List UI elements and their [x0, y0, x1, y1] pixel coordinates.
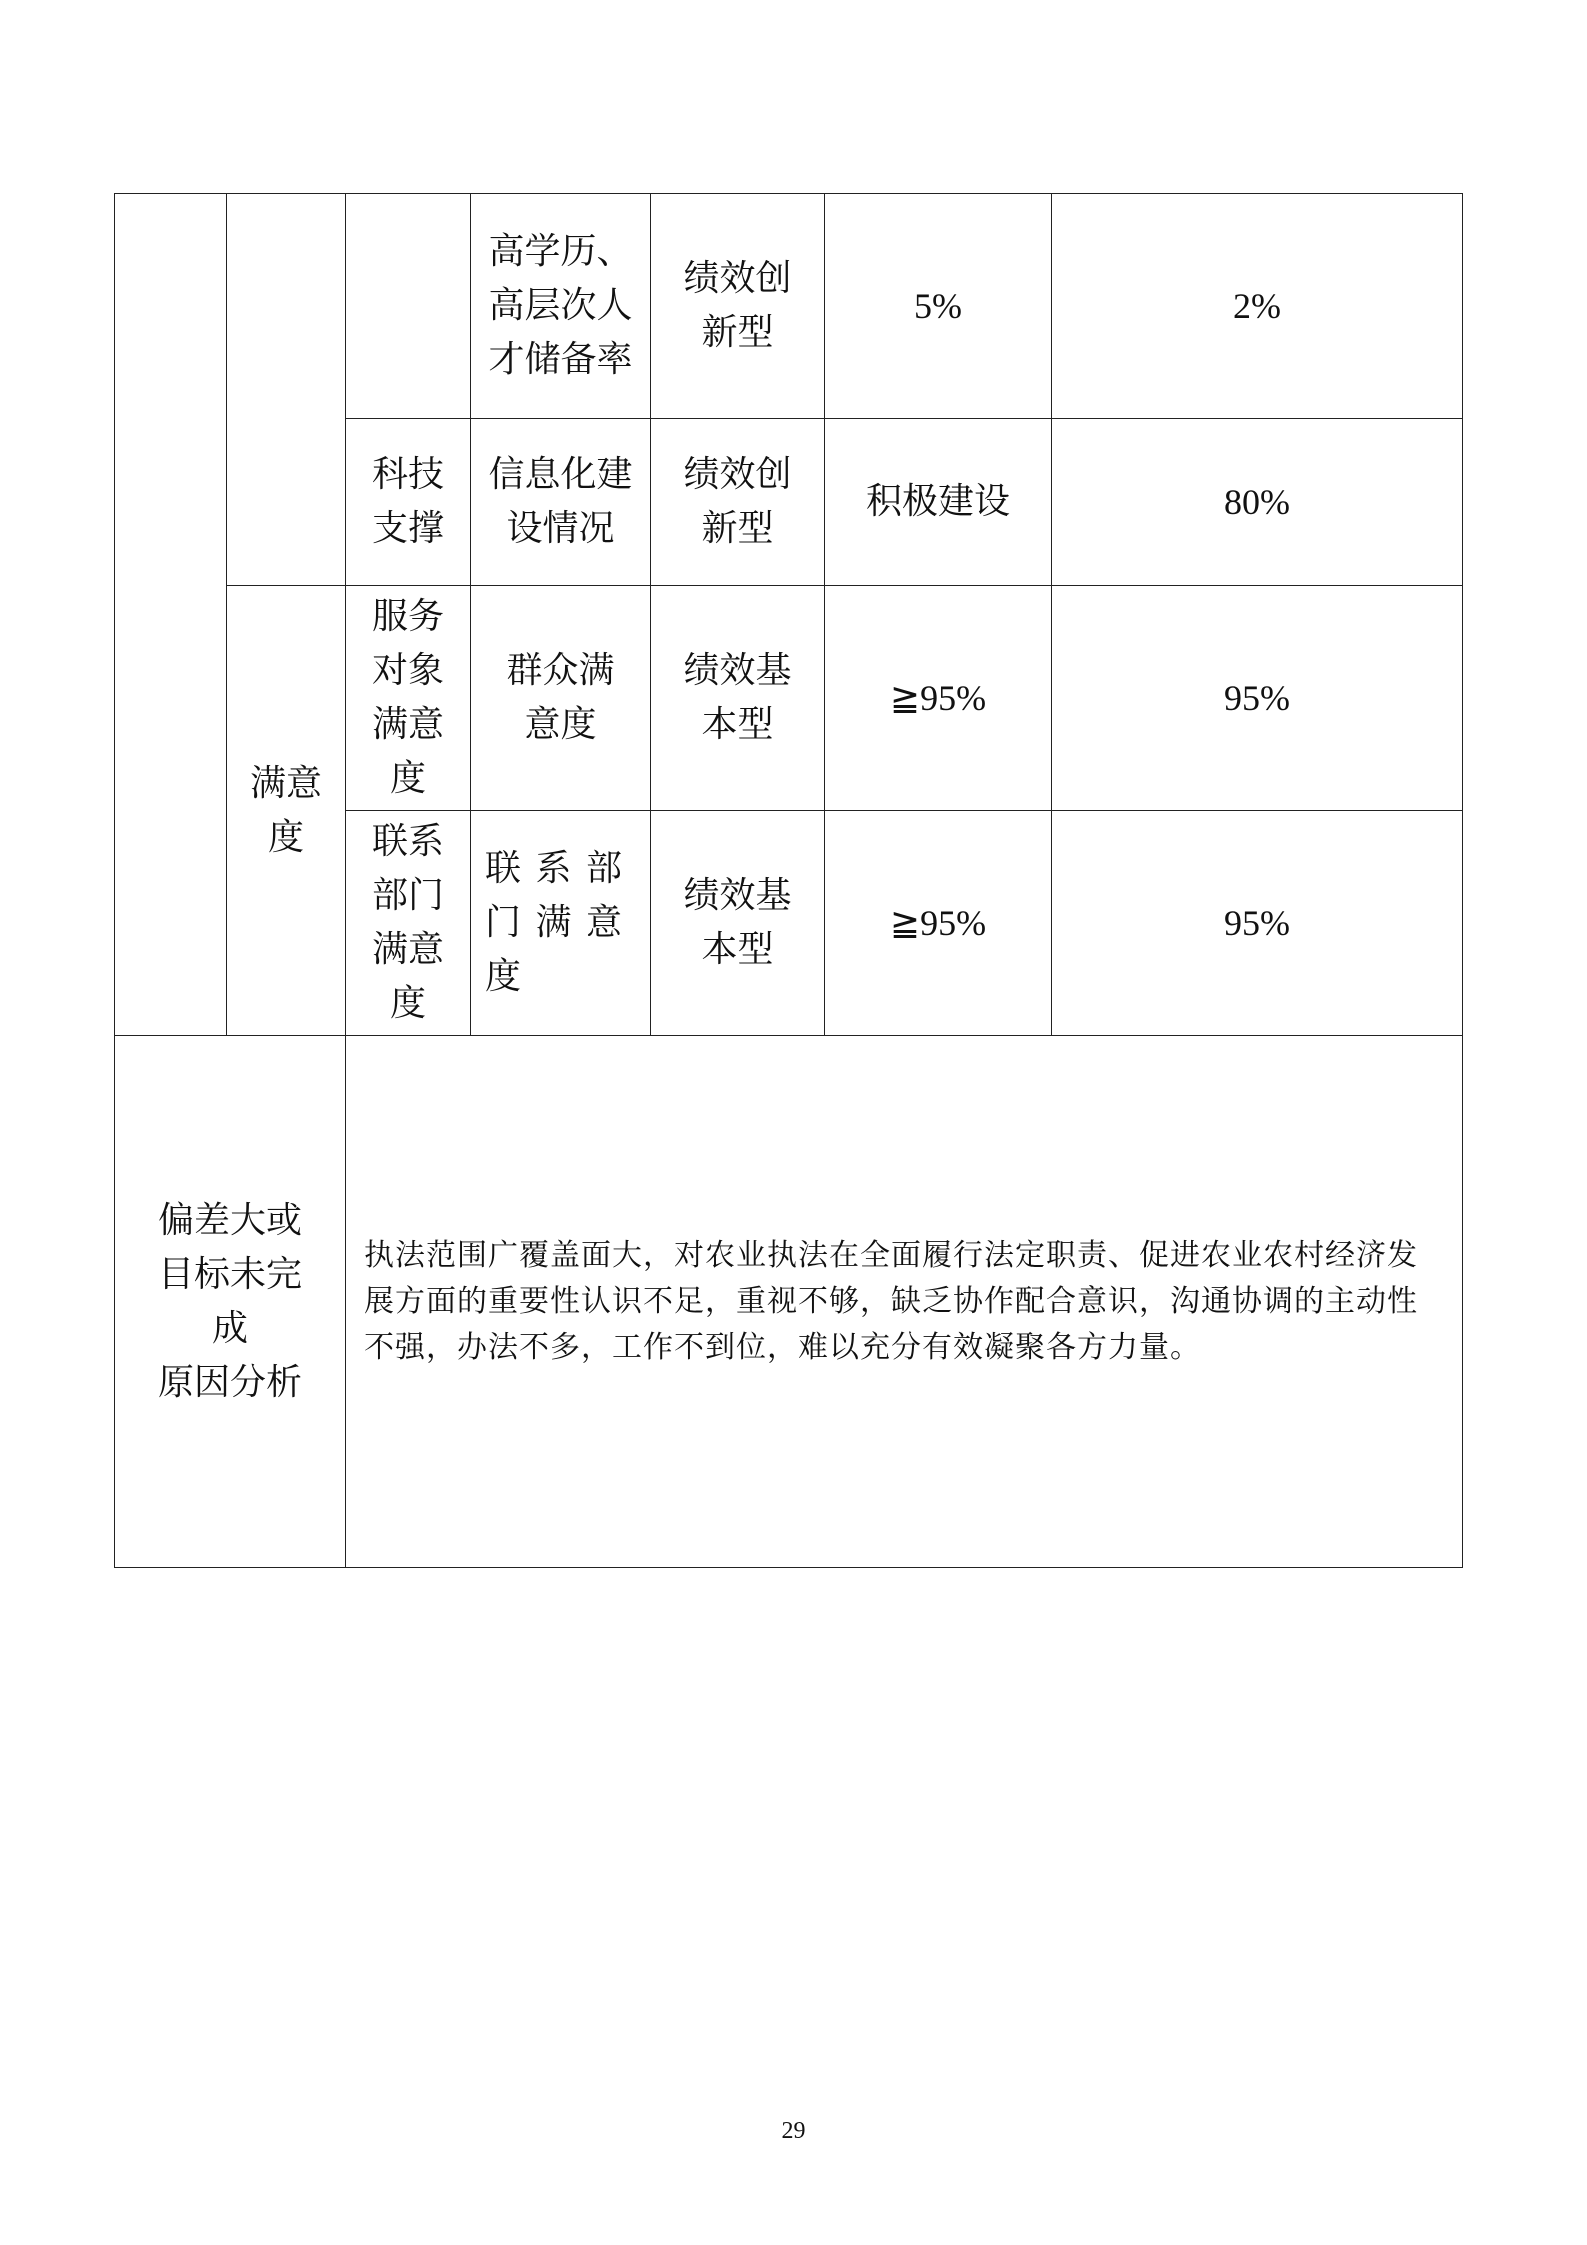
type-text: 绩效基本型	[683, 875, 792, 970]
category-cell-empty	[227, 194, 346, 586]
indicator-text: 群众满意度	[506, 650, 615, 745]
sub-category-cell-empty	[346, 194, 471, 419]
actual-cell: 80%	[1052, 419, 1463, 586]
category-cell-empty	[115, 194, 227, 1036]
reason-label-cell	[115, 1036, 346, 1568]
indicator-cell: 联系部门满意度	[471, 811, 651, 1036]
type-cell	[651, 586, 825, 811]
reason-label-line: 原因分析	[157, 1361, 302, 1403]
sub-category-cell	[346, 811, 471, 1036]
sub-category-text: 联系部门满意度	[371, 821, 444, 1024]
indicator-cell: 高学历、高层次人才储备率	[471, 194, 651, 419]
table-row	[115, 586, 1463, 811]
reason-label-line: 目标未完	[157, 1253, 302, 1295]
sub-category-text: 科技支撑	[371, 454, 444, 549]
sub-category-cell	[346, 419, 471, 586]
type-text: 绩效创新型	[683, 258, 792, 353]
category-text: 满意度	[249, 762, 322, 858]
reason-text-cell: 执法范围广覆盖面大，对农业执法在全面履行法定职责、促进农业农村经济发展方面的重要性认识不足，重视不够，缺乏协作配合意识，沟通协调的主动性不强，办法不多，工作不到位，难以充分有效凝聚各方力量。	[346, 1036, 1463, 1568]
type-text: 绩效创新型	[683, 454, 792, 549]
performance-table	[114, 193, 1463, 1568]
actual-cell: 2%	[1052, 194, 1463, 419]
sub-category-text: 服务对象满意度	[371, 596, 444, 799]
target-cell: ≧95%	[825, 586, 1052, 811]
target-cell: ≧95%	[825, 811, 1052, 1036]
indicator-cell: 信息化建设情况	[471, 419, 651, 586]
indicator-cell	[471, 586, 651, 811]
table-row	[115, 194, 1463, 419]
target-cell: 积极建设	[825, 419, 1052, 586]
type-cell	[651, 194, 825, 419]
type-cell	[651, 811, 825, 1036]
type-cell	[651, 419, 825, 586]
type-text: 绩效基本型	[683, 650, 792, 745]
actual-cell: 95%	[1052, 586, 1463, 811]
reason-label-line: 偏差大或	[157, 1199, 302, 1241]
reason-label-line: 成	[211, 1307, 248, 1349]
page-number: 29	[781, 2118, 806, 2144]
target-cell: 5%	[825, 194, 1052, 419]
actual-cell: 95%	[1052, 811, 1463, 1036]
sub-category-cell	[346, 586, 471, 811]
table-row	[115, 1036, 1463, 1568]
category-cell	[227, 586, 346, 1036]
